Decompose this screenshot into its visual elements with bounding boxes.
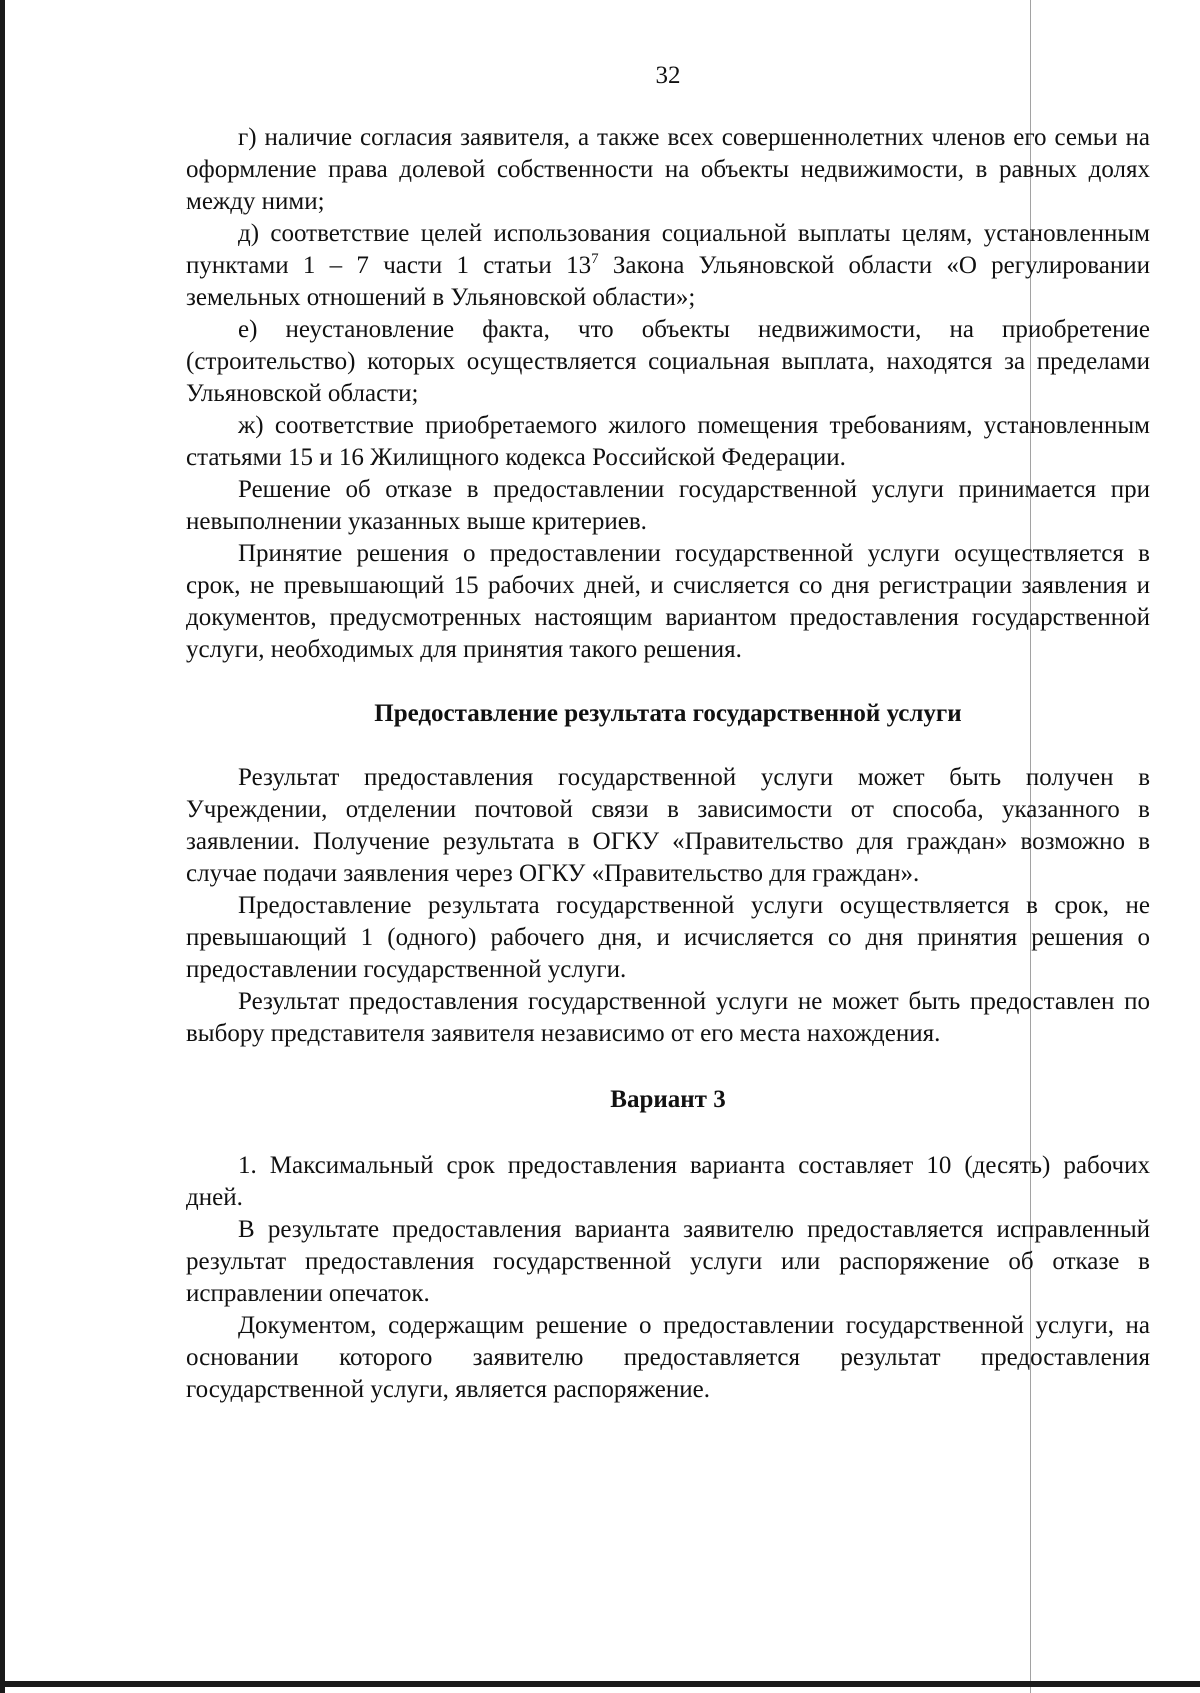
paragraph-result-location: Результат предоставления государственной услуги не может быть предоставлен по выбору представителя заявителя независимо от его места нахождения. — [186, 988, 1150, 1047]
paragraph-criterion-e: е) неустановление факта, что объекты недвижимости, на приобретение (строительство) которых осуществляется социальная выплата, находятся за пределами Ульяновской области; — [186, 316, 1150, 407]
paragraph-criterion-d-text: д) соответствие целей использования социальной выплаты целям, установленным пунктами 1 – 7 части 1 статьи 13 — [186, 220, 1150, 279]
section-heading-result: Предоставление результата государственной услуги — [374, 700, 962, 727]
paragraph-variant-max-term: 1. Максимальный срок предоставления варианта составляет 10 (десять) рабочих дней. — [186, 1152, 1150, 1211]
paragraph-result-receipt: Результат предоставления государственной услуги может быть получен в Учреждении, отделении почтовой связи в зависимости от способа, указанного в заявлении. Получение результата в ОГКУ «Правительство для граждан» возможно в случае подачи заявления через ОГКУ «Правительство для граждан». — [186, 764, 1150, 887]
paragraph-criterion-d-text-cont: Закона Ульяновской области «О регулировании земельных отношений в Ульяновской области»; — [186, 252, 1150, 311]
superscript-article-number: 7 — [591, 251, 599, 267]
scan-border-bottom — [0, 1681, 1200, 1687]
paragraph-result-term: Предоставление результата государственной услуги осуществляется в срок, не превышающий 1 (одного) рабочего дня, и исчисляется со дня принятия решения о предоставлении государственной услуги. — [186, 892, 1150, 983]
paragraph-refusal-decision: Решение об отказе в предоставлении государственной услуги принимается при невыполнении указанных выше критериев. — [186, 476, 1150, 535]
paragraph-variant-document: Документом, содержащим решение о предоставлении государственной услуги, на основании которого заявителю предоставляется результат предоставления государственной услуги, является распоряжение. — [186, 1312, 1150, 1403]
page-number: 32 — [655, 62, 681, 89]
paragraph-variant-result: В результате предоставления варианта заявителю предоставляется исправленный результат предоставления государственной услуги или распоряжение об отказе в исправлении опечаток. — [186, 1216, 1150, 1307]
paragraph-decision-term: Принятие решения о предоставлении государственной услуги осуществляется в срок, не превышающий 15 рабочих дней, и счисляется со дня регистрации заявления и документов, предусмотренных настоящим вариантом предоставления государственной услуги, необходимых для принятия такого решения. — [186, 540, 1150, 663]
paragraph-criterion-zh: ж) соответствие приобретаемого жилого помещения требованиям, установленным статьями 15 и 16 Жилищного кодекса Российской Федерации. — [186, 412, 1150, 471]
section-heading-variant: Вариант 3 — [610, 1086, 726, 1113]
paragraph-criterion-d — [186, 218, 1150, 314]
paragraph-criterion-g: г) наличие согласия заявителя, а также всех совершеннолетних членов его семьи на оформление права долевой собственности на объекты недвижимости, в равных долях между ними; — [186, 124, 1150, 215]
scan-border-left — [0, 0, 5, 1693]
document-page — [186, 60, 1150, 1406]
